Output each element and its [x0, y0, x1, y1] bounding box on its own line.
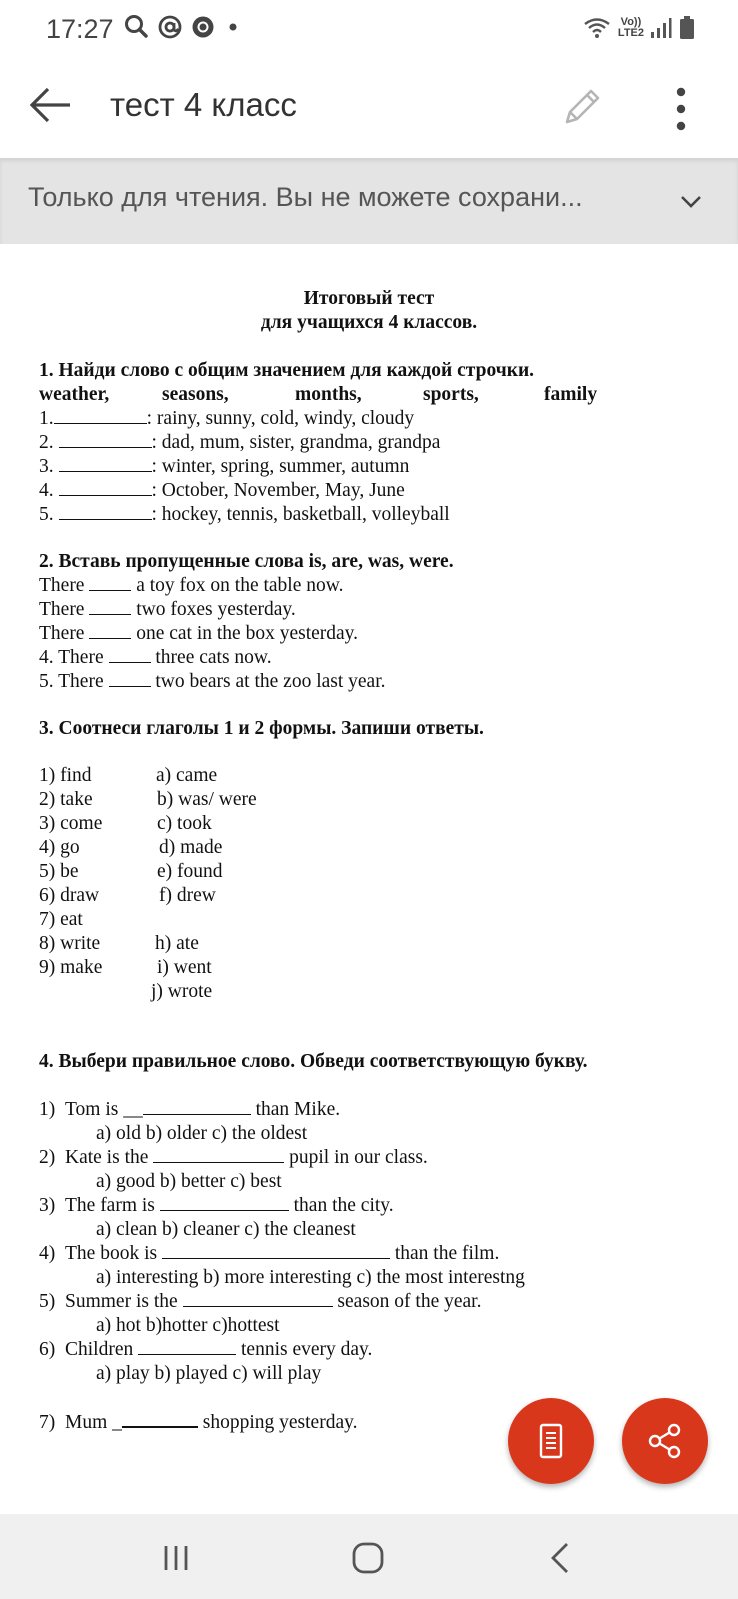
s4-options: a) clean b) cleaner c) the cleanest	[96, 1219, 356, 1240]
more-vert-icon[interactable]	[664, 84, 698, 134]
s2-item: There a toy fox on the table now.	[39, 575, 344, 596]
verb-past: b) was/ were	[157, 789, 257, 810]
verb-past: c) took	[157, 813, 212, 834]
signal-icon	[650, 16, 672, 40]
doc-title: Итоговый тест	[303, 288, 435, 309]
chrome-icon	[190, 13, 216, 41]
verb-past: i) went	[157, 957, 212, 978]
verb-past: a) came	[156, 765, 218, 786]
share-button[interactable]	[622, 1398, 708, 1484]
doc-subtitle: для учащихся 4 классов.	[260, 312, 478, 333]
share-icon	[645, 1421, 685, 1461]
s2-item: There two foxes yesterday.	[39, 599, 296, 620]
search-icon	[124, 13, 150, 41]
word-option: seasons,	[162, 384, 229, 405]
verb-base: 4) go	[39, 837, 80, 858]
status-bar	[0, 0, 738, 62]
s2-item: 5. There two bears at the zoo last year.	[39, 671, 386, 692]
document-title: тест 4 класс	[110, 86, 297, 123]
verb-base: 7) eat	[39, 909, 83, 930]
read-mode-button[interactable]	[508, 1398, 594, 1484]
s4-item: 7) Mum _ shopping yesterday.	[39, 1412, 358, 1433]
s4-options: a) play b) played c) will play	[96, 1363, 322, 1384]
home-icon[interactable]	[348, 1538, 388, 1578]
read-only-banner[interactable]	[0, 158, 738, 244]
s1-item: 2. : dad, mum, sister, grandma, grandpa	[39, 432, 441, 453]
s4-item: 6) Children tennis every day.	[39, 1339, 373, 1360]
word-option: weather,	[39, 384, 110, 405]
verb-base: 6) draw	[39, 885, 100, 906]
verb-base: 9) make	[39, 957, 103, 978]
section-2-heading: 2. Вставь пропущенные слова is, are, was, were.	[39, 551, 454, 572]
at-icon	[157, 13, 183, 41]
word-option: months,	[295, 384, 362, 405]
battery-icon	[678, 14, 696, 42]
nav-back-icon[interactable]	[541, 1538, 581, 1578]
dot-icon	[223, 13, 241, 41]
s1-item: 5. : hockey, tennis, basketball, volleyball	[39, 504, 450, 525]
verb-past: h) ate	[155, 933, 199, 954]
status-system-icons	[582, 14, 696, 42]
s4-item: 5) Summer is the season of the year.	[39, 1291, 482, 1312]
verb-past: f) drew	[159, 885, 216, 906]
app-bar	[0, 62, 738, 158]
verb-past: d) made	[159, 837, 223, 858]
s1-item: 4. : October, November, May, June	[39, 480, 405, 501]
s4-options: a) good b) better c) best	[96, 1171, 282, 1192]
s1-item: 3. : winter, spring, summer, autumn	[39, 456, 410, 477]
word-option: family	[544, 384, 598, 405]
wifi-icon	[582, 15, 612, 41]
verb-base: 1) find	[39, 765, 92, 786]
s1-item: 1. : rainy, sunny, cold, windy, cloudy	[39, 408, 415, 429]
chevron-down-icon[interactable]	[676, 186, 706, 216]
pencil-icon[interactable]	[557, 82, 607, 132]
verb-base: 2) take	[39, 789, 93, 810]
system-nav-bar	[0, 1514, 738, 1599]
s2-item: 4. There three cats now.	[39, 647, 272, 668]
section-3-heading: 3. Соотнеси глаголы 1 и 2 формы. Запиши ответы.	[39, 718, 484, 739]
s2-item: There one cat in the box yesterday.	[39, 623, 359, 644]
status-time: 17:27	[46, 14, 114, 44]
s4-item: 3) The farm is than the city.	[39, 1195, 394, 1216]
verb-base: 3) come	[39, 813, 103, 834]
s4-options: a) interesting b) more interesting c) the most interestng	[96, 1267, 525, 1288]
verb-base: 8) write	[39, 933, 101, 954]
document-icon	[531, 1421, 571, 1461]
banner-message: Только для чтения. Вы не можете сохрани...	[28, 182, 583, 212]
section-4-heading: 4. Выбери правильное слово. Обведи соответствующую букву.	[39, 1051, 588, 1072]
status-notification-icons	[124, 13, 241, 41]
s4-item: 1) Tom is __ than Mike.	[39, 1099, 341, 1120]
s4-item: 2) Kate is the pupil in our class.	[39, 1147, 428, 1168]
recents-icon[interactable]	[156, 1538, 196, 1578]
section-1-heading: 1. Найди слово с общим значением для каждой строчки.	[39, 360, 535, 381]
s4-item: 4) The book is than the film.	[39, 1243, 500, 1264]
s4-options: a) old b) older c) the oldest	[96, 1123, 308, 1144]
document-page	[0, 244, 738, 1514]
back-arrow-icon[interactable]	[26, 80, 76, 130]
word-option: sports,	[423, 384, 479, 405]
network-label: Vo)) LTE2	[617, 16, 644, 39]
s4-options: a) hot b)hotter c)hottest	[96, 1315, 280, 1336]
verb-base: 5) be	[39, 861, 79, 882]
verb-past: e) found	[157, 861, 223, 882]
verb-past: j) wrote	[151, 981, 213, 1002]
